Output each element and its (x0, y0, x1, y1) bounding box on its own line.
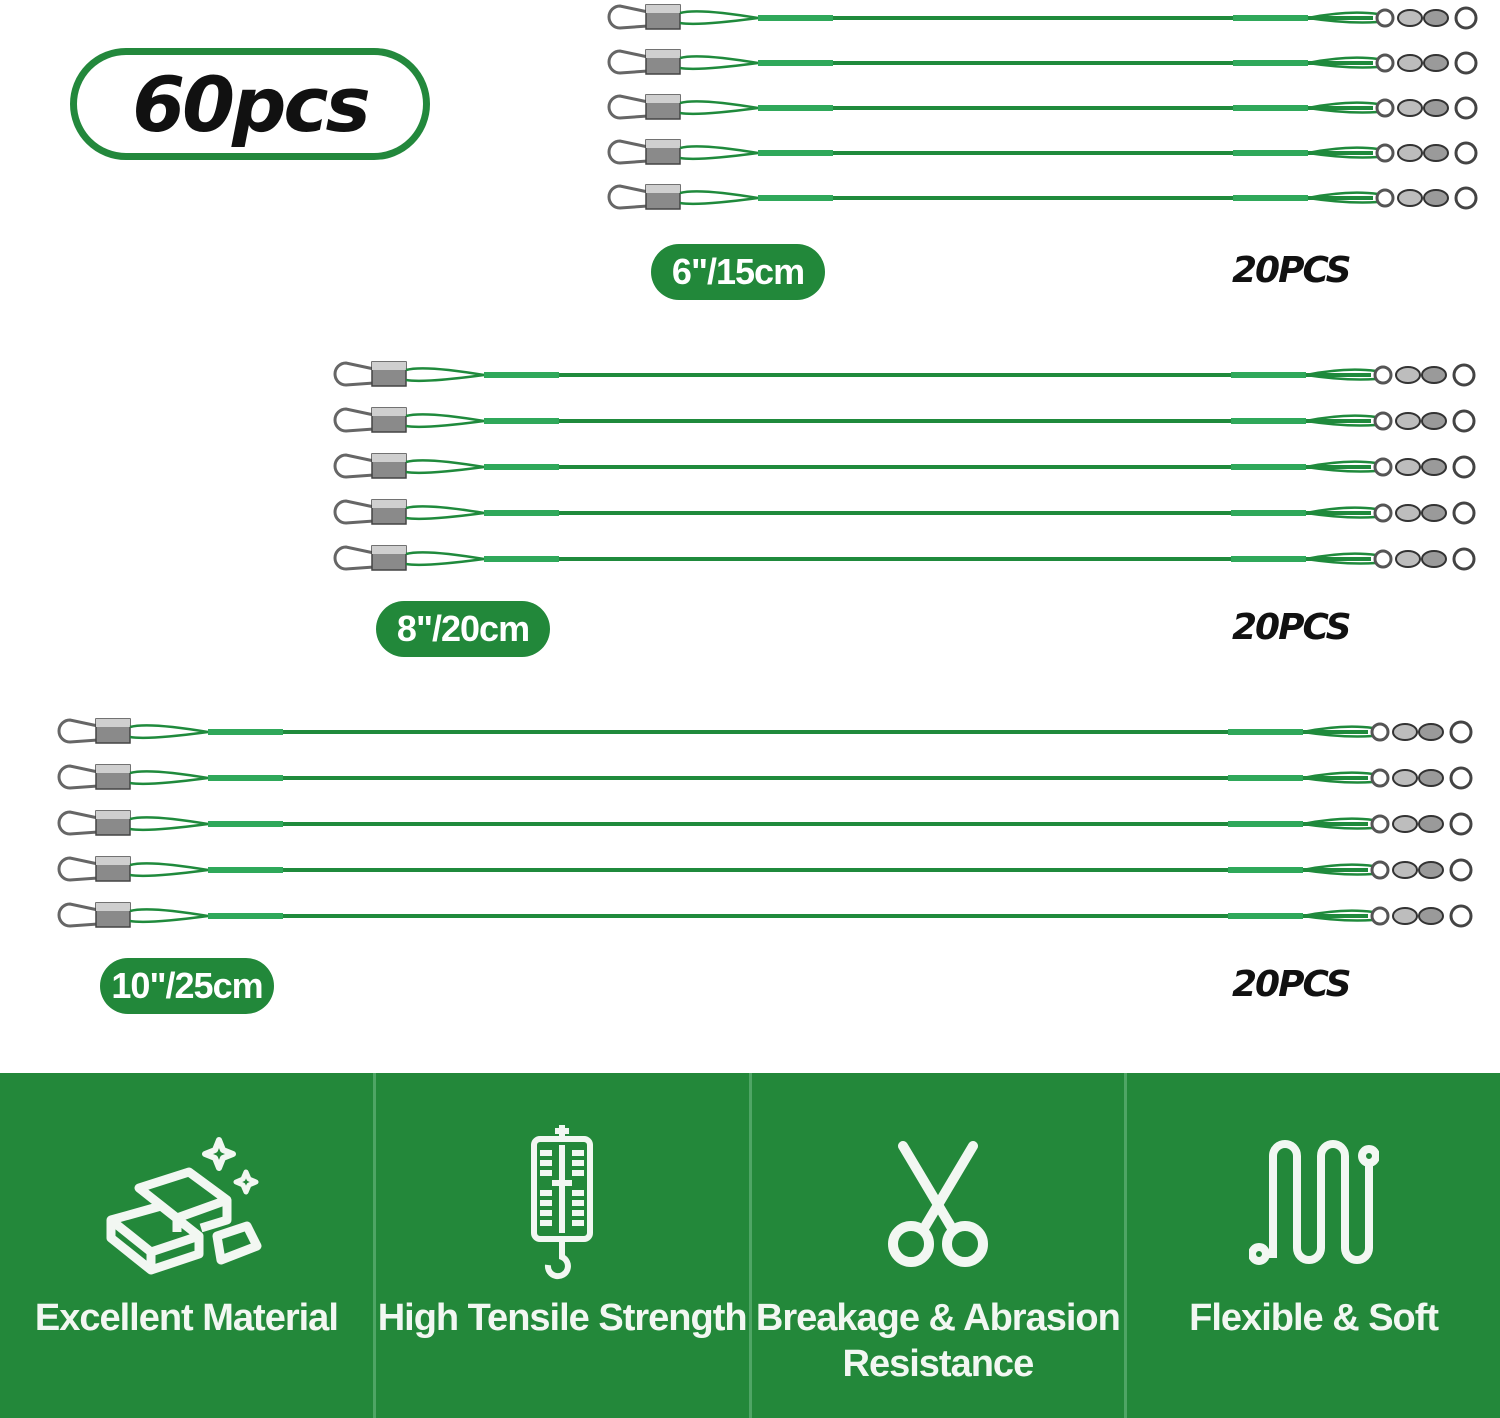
feature-label-tensile: High Tensile Strength (377, 1297, 747, 1339)
feature-excellent-material (0, 1073, 373, 1418)
leader-wire (609, 5, 1476, 29)
leader-wire (609, 185, 1476, 209)
leader-wire (59, 857, 1471, 881)
feature-flexible-soft (1124, 1073, 1500, 1418)
count-label-6in: 20PCS (1232, 250, 1350, 291)
feature-high-tensile-strength (373, 1073, 749, 1418)
count-label-10in: 20PCS (1232, 964, 1350, 1005)
size-pill-6in: 6"/15cm (651, 244, 825, 300)
spring-scale-icon (522, 1103, 602, 1303)
leader-wire (335, 362, 1474, 386)
total-count-text: 60pcs (132, 59, 368, 149)
leader-wire (59, 811, 1471, 835)
size-pill-8in: 8"/20cm (376, 601, 550, 657)
leader-wire (609, 95, 1476, 119)
flexible-wire-icon (1249, 1103, 1379, 1303)
leader-wire (335, 546, 1474, 570)
feature-label-flexible: Flexible & Soft (1189, 1297, 1439, 1339)
leader-wire (609, 140, 1476, 164)
feature-label-material: Excellent Material (34, 1297, 338, 1339)
feature-breakage-abrasion (749, 1073, 1125, 1418)
feature-label-breakage: Breakage & Abrasion Resistance (755, 1297, 1120, 1385)
leader-set-8in (0, 355, 1500, 575)
gold-bars-icon (101, 1103, 271, 1303)
leader-wire (59, 719, 1471, 743)
leader-wire (335, 408, 1474, 432)
scissors-icon (883, 1103, 993, 1303)
leader-wire (609, 50, 1476, 74)
leader-wire (59, 903, 1471, 927)
leader-set-6in (0, 0, 1500, 220)
count-label-8in: 20PCS (1232, 607, 1350, 648)
leader-wire (335, 500, 1474, 524)
leader-wire (335, 454, 1474, 478)
feature-band (0, 1073, 1500, 1418)
size-pill-10in: 10"/25cm (100, 958, 274, 1014)
leader-set-10in (0, 712, 1500, 932)
leader-wire (59, 765, 1471, 789)
